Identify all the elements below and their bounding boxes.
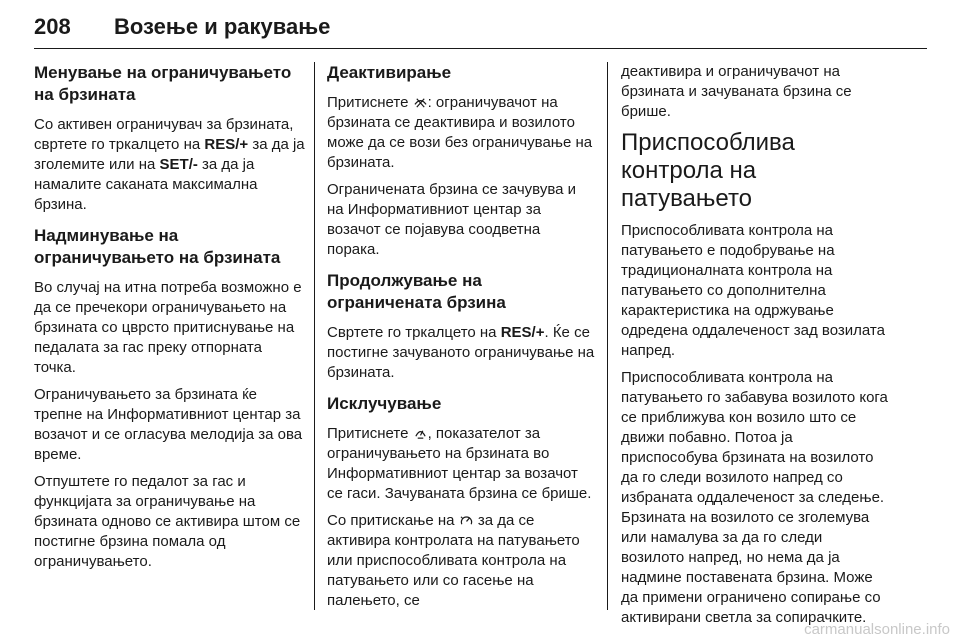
res-plus-key: RES/+ [500, 324, 545, 341]
paragraph [34, 115, 306, 215]
paragraph: Приспособливата контрола на патувањето го забавува возилото кога се приближува кон возило што се движи побавно. Потоа ја приспособува брзината на возилото да го следи возилото напред со избраната оддалеченост за следење. Брзината на возилото се зголемува или намалува за да го следи возилото напред, но нема да ја надмине поставената брзина. Може да примени ограничено сопирање со активирани светла за сопирачките. [621, 369, 888, 626]
paragraph: Во случај на итна потреба возможно е да се пречекори ограничувањето на брзината со цврсто притиснување на педалата за гас преку отпорната точка. [34, 279, 302, 376]
paragraph [327, 323, 595, 383]
paragraph [327, 93, 595, 173]
page-header [34, 12, 927, 49]
chapter-title: Возење и ракување [114, 14, 331, 39]
section-heading: Деактивирање [327, 63, 452, 82]
section-heading: Исклучување [327, 394, 442, 413]
column-2 [327, 62, 595, 618]
text: за да ја намалите саканата максимална брзина. [34, 156, 258, 213]
text: Притиснете [327, 425, 413, 442]
text: , показателот за ограничувањето на брзината во Информативниот центар за возачот се гаси. Зачуваната брзина се брише. [327, 425, 592, 502]
section-heading: Надминување на ограничувањето на брзината [34, 226, 281, 267]
section-heading: Продолжување на ограничената брзина [327, 271, 506, 312]
column-divider [607, 62, 608, 610]
column-1 [34, 62, 306, 579]
cruise-control-icon [460, 514, 473, 527]
text: за да се активира контролата на патувањето или приспособливата контрола на патувањето или со гасење на палењето, се [327, 512, 580, 609]
watermark: carmanualsonline.info [804, 621, 950, 638]
text: Притиснете [327, 94, 413, 111]
paragraph [327, 424, 595, 504]
page-number: 208 [34, 14, 71, 39]
paragraph [327, 511, 595, 611]
limiter-pause-icon [414, 96, 427, 109]
paragraph: Отпуштете го педалот за гас и функцијата за ограничување на брзината одново се активира штом се постигне брзина помала од ограничувањето. [34, 473, 301, 570]
section-heading: Менување на ограничувањето на брзината [34, 63, 292, 104]
text: . Ќе се постигне зачуваното ограничување на брзината. [327, 324, 595, 381]
text: Со активен ограничувач за брзината, свртете го тркалцето на [34, 116, 294, 153]
res-plus-key: RES/+ [204, 136, 249, 153]
paragraph: Приспособливата контрола на патувањето е подобрување на традиционалната контрола на патувањето со дополнителна карактеристика на одржување одредена оддалеченост зад возилата напред. [621, 222, 885, 359]
paragraph: Ограничувањето за брзината ќе трепне на Информативниот центар за возачот и се огласува мелодија за ова време. [34, 386, 303, 463]
chapter-section-heading: Приспособлива контрола на патувањето [621, 129, 795, 212]
column-3 [621, 62, 889, 635]
limiter-icon [414, 427, 427, 440]
set-minus-key: SET/- [159, 156, 198, 173]
column-divider [314, 62, 315, 610]
text: за да ја зголемите или на [34, 136, 305, 173]
text: Свртете го тркалцето на [327, 324, 501, 341]
text: : ограничувачот на брзината се деактивира и возилото може да се вози без ограничување на брзината. [327, 94, 593, 171]
text: Со притискање на [327, 512, 459, 529]
paragraph: Ограничената брзина се зачувува и на Информативниот центар за возачот се појавува соодветна порака. [327, 181, 577, 258]
paragraph: деактивира и ограничувачот на брзината и зачуваната брзина се брише. [621, 63, 852, 120]
